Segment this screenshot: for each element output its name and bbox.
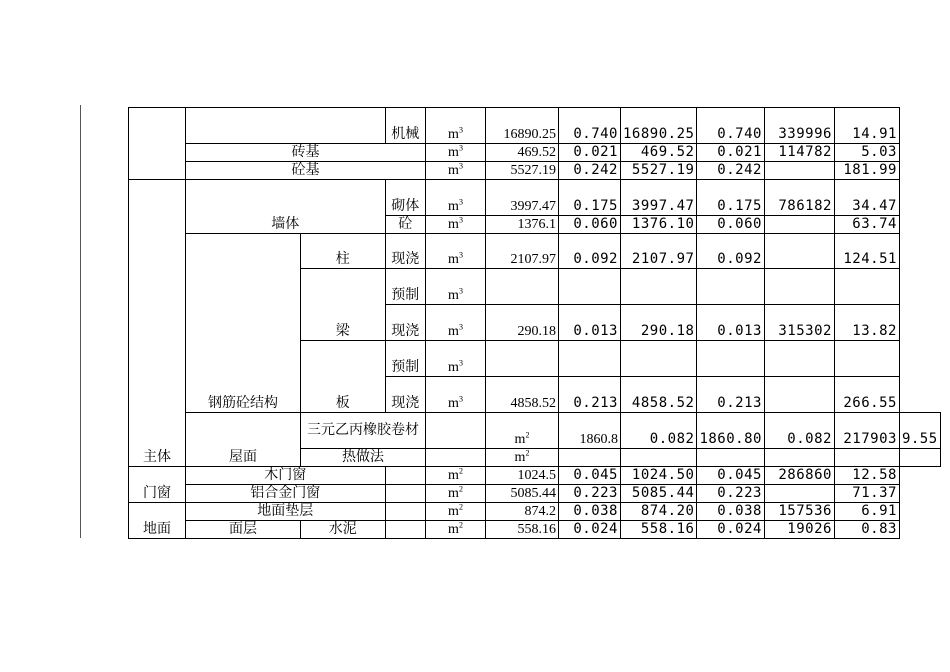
value-cell: 315302 bbox=[764, 305, 834, 341]
value-cell: 0.024 bbox=[559, 521, 621, 539]
value-cell: 5085.44 bbox=[621, 485, 697, 503]
value-cell: 124.51 bbox=[834, 234, 899, 269]
value-cell: 4858.52 bbox=[621, 377, 697, 413]
quantity-cell: 4858.52 bbox=[486, 377, 559, 413]
row-label: 现浇 bbox=[385, 234, 425, 269]
value-cell: 3997.47 bbox=[621, 180, 697, 216]
row-label: 现浇 bbox=[385, 377, 425, 413]
quantity-cell: 2107.97 bbox=[486, 234, 559, 269]
cell-empty bbox=[186, 108, 386, 144]
value-cell: 0.021 bbox=[697, 144, 765, 162]
value-cell: 786182 bbox=[764, 180, 834, 216]
cell-empty bbox=[426, 413, 486, 449]
row-label: 铝合金门窗 bbox=[186, 485, 386, 503]
unit-cell: $m^3$ bbox=[426, 377, 486, 413]
cell-empty bbox=[426, 449, 486, 467]
table-row bbox=[129, 144, 941, 162]
value-cell: 0.045 bbox=[697, 467, 765, 485]
group-label-menchuang: 门窗 bbox=[129, 467, 186, 503]
value-cell: 0.242 bbox=[559, 162, 621, 180]
value-cell: 5527.19 bbox=[621, 162, 697, 180]
cell-empty bbox=[621, 341, 697, 377]
quantity-cell: 3997.47 bbox=[486, 180, 559, 216]
unit-cell: $m^2$ bbox=[486, 449, 559, 467]
unit-cell: $m^2$ bbox=[426, 485, 486, 503]
sub-label: 面层 bbox=[186, 521, 301, 539]
value-cell: 874.20 bbox=[621, 503, 697, 521]
value-cell: 0.092 bbox=[559, 234, 621, 269]
value-cell: 0.038 bbox=[559, 503, 621, 521]
value-cell bbox=[764, 234, 834, 269]
value-cell: 114782 bbox=[764, 144, 834, 162]
value-cell: 1860.80 bbox=[697, 413, 765, 449]
value-cell: 0.83 bbox=[834, 521, 899, 539]
value-cell: 1024.50 bbox=[621, 467, 697, 485]
quantity-cell: 290.18 bbox=[486, 305, 559, 341]
quantity-cell: 16890.25 bbox=[486, 108, 559, 144]
row-label: 砼基 bbox=[186, 162, 426, 180]
value-cell: 0.045 bbox=[559, 467, 621, 485]
unit-cell: $m^3$ bbox=[426, 341, 486, 377]
row-label: 预制 bbox=[385, 269, 425, 305]
row-label: 三元乙丙橡胶卷材 bbox=[301, 413, 426, 449]
value-cell: 469.52 bbox=[621, 144, 697, 162]
cell-empty bbox=[834, 341, 899, 377]
table-row bbox=[129, 180, 941, 216]
cell-empty bbox=[486, 341, 559, 377]
value-cell: 0.175 bbox=[697, 180, 765, 216]
value-cell: 0.038 bbox=[697, 503, 765, 521]
quantity-cell: 1376.1 bbox=[486, 216, 559, 234]
value-cell: 71.37 bbox=[834, 485, 899, 503]
unit-cell: $m^3$ bbox=[426, 108, 486, 144]
value-cell: 0.223 bbox=[697, 485, 765, 503]
value-cell: 0.740 bbox=[559, 108, 621, 144]
value-cell: 0.060 bbox=[697, 216, 765, 234]
value-cell: 6.91 bbox=[834, 503, 899, 521]
cell-empty bbox=[764, 269, 834, 305]
unit-cell: $m^3$ bbox=[426, 305, 486, 341]
cell-empty bbox=[697, 449, 765, 467]
value-cell: 0.082 bbox=[764, 413, 834, 449]
group-label-zhuti: 主体 bbox=[129, 180, 186, 467]
value-cell: 0.223 bbox=[559, 485, 621, 503]
page-margin-line bbox=[80, 105, 81, 538]
unit-cell: $m^3$ bbox=[426, 144, 486, 162]
item-label: 板 bbox=[301, 341, 386, 413]
value-cell: 181.99 bbox=[834, 162, 899, 180]
value-cell bbox=[764, 216, 834, 234]
value-cell: 0.013 bbox=[559, 305, 621, 341]
row-label: 砼 bbox=[385, 216, 425, 234]
value-cell bbox=[764, 377, 834, 413]
value-cell: 63.74 bbox=[834, 216, 899, 234]
group-label-wumian: 屋面 bbox=[186, 413, 301, 467]
unit-cell: $m^2$ bbox=[426, 467, 486, 485]
value-cell: 9.55 bbox=[899, 413, 940, 449]
cell-empty bbox=[621, 449, 697, 467]
table-row bbox=[129, 413, 941, 449]
unit-cell: $m^2$ bbox=[426, 503, 486, 521]
unit-cell: $m^3$ bbox=[426, 234, 486, 269]
cell-empty bbox=[385, 521, 425, 539]
value-cell: 0.013 bbox=[697, 305, 765, 341]
cell-empty bbox=[385, 485, 425, 503]
value-cell: 0.060 bbox=[559, 216, 621, 234]
unit-cell: $m^3$ bbox=[426, 180, 486, 216]
quantity-cell: 469.52 bbox=[486, 144, 559, 162]
cell-empty bbox=[697, 269, 765, 305]
value-cell: 14.91 bbox=[834, 108, 899, 144]
cell-empty bbox=[385, 503, 425, 521]
value-cell: 290.18 bbox=[621, 305, 697, 341]
value-cell bbox=[764, 162, 834, 180]
value-cell: 16890.25 bbox=[621, 108, 697, 144]
row-label: 砖基 bbox=[186, 144, 426, 162]
row-label: 水泥 bbox=[301, 521, 386, 539]
unit-cell: $m^3$ bbox=[426, 269, 486, 305]
cell-empty bbox=[764, 341, 834, 377]
value-cell: 157536 bbox=[764, 503, 834, 521]
row-label: 砌体 bbox=[385, 180, 425, 216]
row-label: 机械 bbox=[385, 108, 425, 144]
value-cell: 0.024 bbox=[697, 521, 765, 539]
item-label: 柱 bbox=[301, 234, 386, 269]
value-cell: 0.092 bbox=[697, 234, 765, 269]
group-label-gangjin: 钢筋砼结构 bbox=[186, 234, 301, 413]
value-cell: 2107.97 bbox=[621, 234, 697, 269]
row-label: 现浇 bbox=[385, 305, 425, 341]
cell-empty bbox=[697, 341, 765, 377]
item-label: 梁 bbox=[301, 269, 386, 341]
value-cell: 0.082 bbox=[621, 413, 697, 449]
value-cell: 0.213 bbox=[559, 377, 621, 413]
value-cell: 1376.10 bbox=[621, 216, 697, 234]
cell-empty bbox=[764, 449, 834, 467]
value-cell: 19026 bbox=[764, 521, 834, 539]
value-cell: 0.175 bbox=[559, 180, 621, 216]
cell-empty bbox=[385, 467, 425, 485]
row-label: 热做法 bbox=[301, 449, 426, 467]
value-cell: 0.242 bbox=[697, 162, 765, 180]
row-label: 预制 bbox=[385, 341, 425, 377]
quantity-cell: 874.2 bbox=[486, 503, 559, 521]
cell-empty bbox=[559, 269, 621, 305]
table-row bbox=[129, 485, 941, 503]
value-cell bbox=[764, 485, 834, 503]
cell-empty bbox=[129, 108, 186, 180]
value-cell: 286860 bbox=[764, 467, 834, 485]
table-row bbox=[129, 521, 941, 539]
value-cell: 13.82 bbox=[834, 305, 899, 341]
quantity-table bbox=[128, 107, 941, 539]
unit-cell: $m^2$ bbox=[426, 521, 486, 539]
cell-empty bbox=[899, 449, 940, 467]
row-label: 地面垫层 bbox=[186, 503, 386, 521]
cell-empty bbox=[486, 269, 559, 305]
value-cell: 339996 bbox=[764, 108, 834, 144]
group-label-qiangti: 墙体 bbox=[186, 180, 386, 234]
cell-empty bbox=[834, 449, 899, 467]
quantity-cell: 5527.19 bbox=[486, 162, 559, 180]
value-cell: 0.740 bbox=[697, 108, 765, 144]
cell-empty bbox=[559, 449, 621, 467]
value-cell: 12.58 bbox=[834, 467, 899, 485]
row-label: 木门窗 bbox=[186, 467, 386, 485]
quantity-cell: 5085.44 bbox=[486, 485, 559, 503]
value-cell: 217903 bbox=[834, 413, 899, 449]
cell-empty bbox=[834, 269, 899, 305]
unit-cell: $m^3$ bbox=[426, 162, 486, 180]
value-cell: 34.47 bbox=[834, 180, 899, 216]
cell-empty bbox=[621, 269, 697, 305]
value-cell: 266.55 bbox=[834, 377, 899, 413]
value-cell: 5.03 bbox=[834, 144, 899, 162]
unit-cell: $m^3$ bbox=[426, 216, 486, 234]
group-label-dimian: 地面 bbox=[129, 503, 186, 539]
table-row bbox=[129, 162, 941, 180]
quantity-cell: 1024.5 bbox=[486, 467, 559, 485]
quantity-cell: 1860.8 bbox=[559, 413, 621, 449]
value-cell: 0.213 bbox=[697, 377, 765, 413]
quantity-cell: 558.16 bbox=[486, 521, 559, 539]
table-row bbox=[129, 234, 941, 269]
unit-cell: $m^2$ bbox=[486, 413, 559, 449]
table-row bbox=[129, 108, 941, 144]
value-cell: 558.16 bbox=[621, 521, 697, 539]
table-row bbox=[129, 467, 941, 485]
cell-empty bbox=[559, 341, 621, 377]
table-row bbox=[129, 503, 941, 521]
value-cell: 0.021 bbox=[559, 144, 621, 162]
